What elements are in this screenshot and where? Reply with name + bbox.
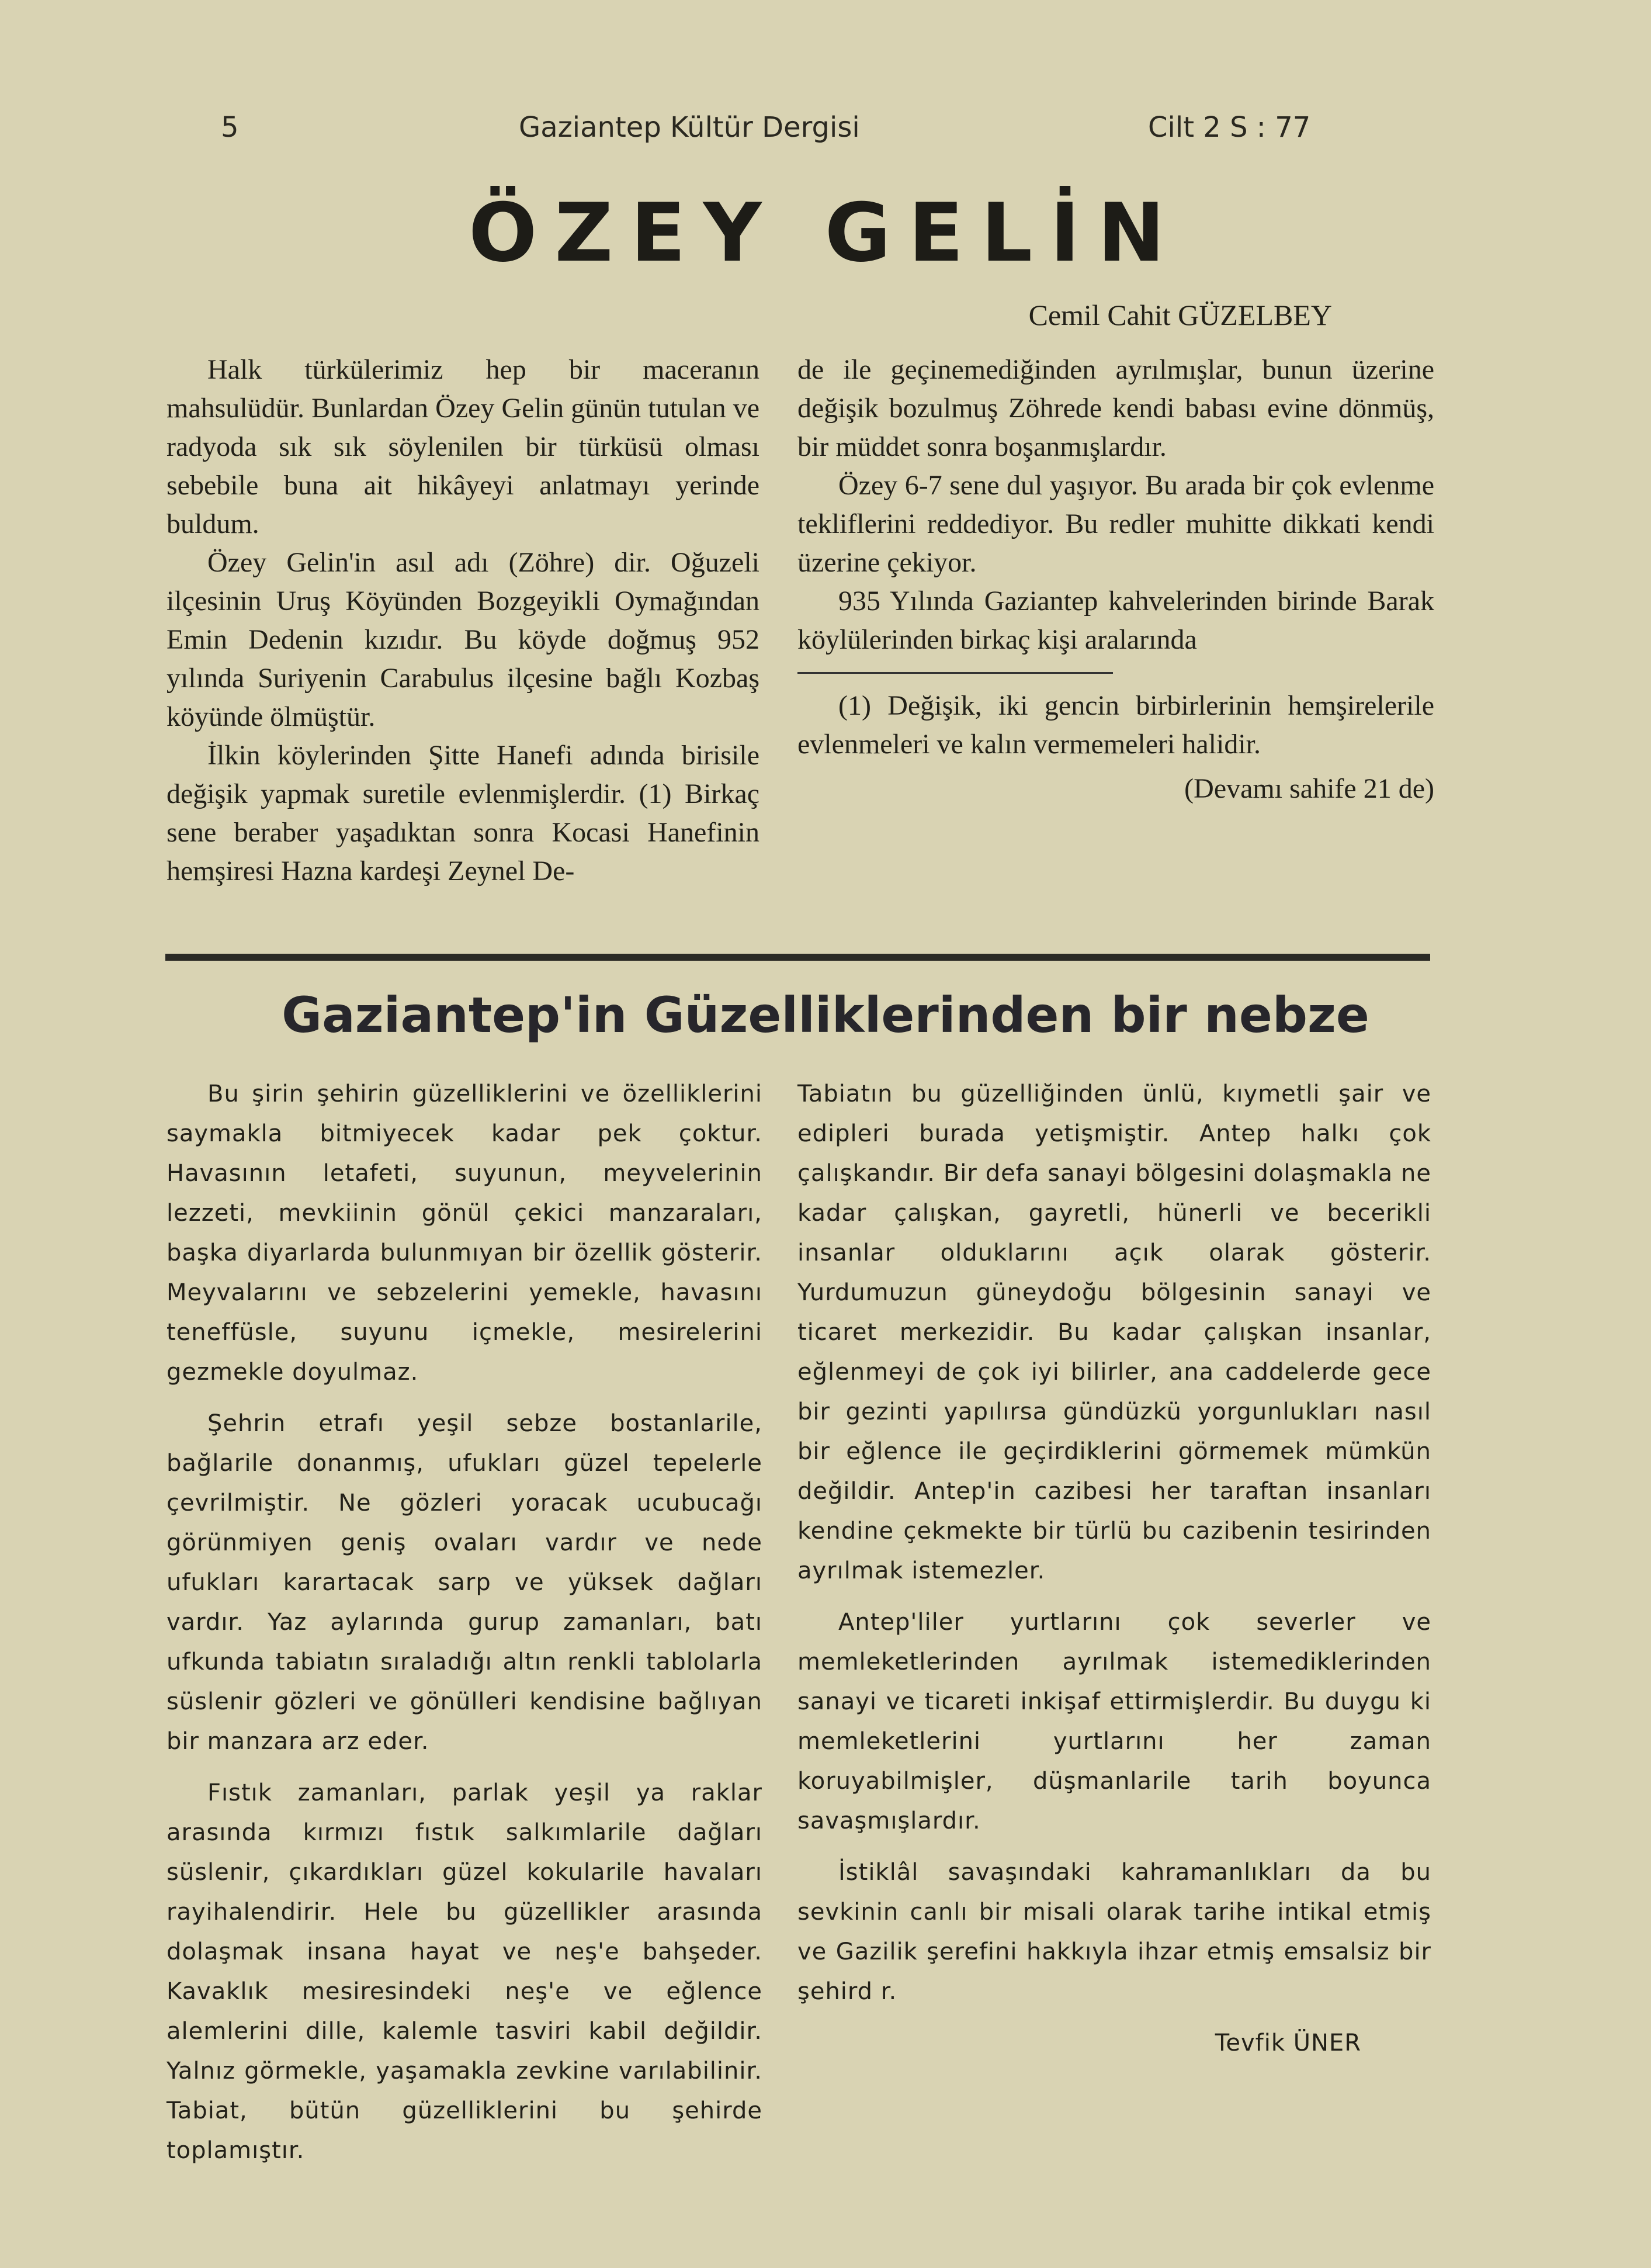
footnote-divider [797, 672, 1113, 674]
paragraph: 935 Yılında Gaziantep kahvelerinden birinde Barak köylülerinden birkaç kişi aralarında [797, 586, 1434, 655]
paragraph: Bu şirin şehirin güzelliklerini ve özelliklerini saymakla bitmiyecek kadar pek çoktur. Havasının letafeti, suyunun, meyvelerinin lezzeti, mevkiinin gönül çekici manzaraları, başka diyarlarda bulunmıyan bir özellik gösterir. Meyvalarını ve sebzelerini yemekle, havasını teneffüsle, suyunu içmekle, mesirelerini gezmekle doyulmaz. [167, 1081, 762, 1386]
section-divider [165, 954, 1430, 961]
article1-author: Cemil Cahit GÜZELBEY [1028, 299, 1332, 331]
paragraph: Fıstık zamanları, parlak yeşil ya raklar arasında kırmızı fıstık salkımlarile dağları süslenir, çıkardıkları güzel kokularile havaları rayihalendirir. Hele bu güzellikler arasında dolaşmak insana hayat ve neş'e bahşeder. Kavaklık mesiresindeki neş'e ve eğlence alemlerini dille, kalemle tasviri kabil değildir. Yalnız görmekle, yaşamakla zevkine varılabilinir. Tabiat, bütün güzelliklerini bu şehirde toplamıştır. [167, 1779, 762, 2164]
paragraph: Tabiatın bu güzelliğinden ünlü, kıymetli şair ve edipleri burada yetişmiştir. Antep halkı çok çalışkandır. Bir defa sanayi bölgesini dolaşmakla ne kadar çalışkan, gayretli, hünerli ve becerikli insanlar olduklarını açık olarak gösterir. Yurdumuzun güneydoğu bölgesinin sanayi ve ticaret merkezidir. Bu kadar çalışkan insanlar, eğlenmeyi de çok iyi bilirler, ana caddelerde gece bir gezinti yapılırsa gündüzkü yorgunlukları nasıl bir eğlence ile geçirdiklerini görmemek mümkün değildir. Antep'in cazibesi her taraftan insanları kendine çekmekte bir türlü bu cazibenin tesirinden ayrılmak istemezler. [797, 1081, 1431, 1584]
article1-title: ÖZEY GELİN [469, 186, 1182, 280]
article1-right-column [797, 351, 1434, 808]
paragraph: Özey Gelin'in asıl adı (Zöhre) dir. Oğuzeli ilçesinin Uruş Köyünden Bozgeyikli Oymağından Emin Dedenin kızıdır. Bu köyde doğmuş 952 yılında Suriyenin Carabulus ilçesine bağlı Kozbaş köyünde ölmüştür. [167, 547, 759, 732]
article2-title: Gaziantep'in Güzelliklerinden bir nebze [282, 986, 1369, 1044]
paragraph: İlkin köylerinden Şitte Hanefi adında birisile değişik yapmak suretile evlenmişlerdir. (1) Birkaç sene beraber yaşadıktan sonra Kocasi Hanefinin hemşiresi Hazna kardeşi Zeynel De- [167, 740, 759, 887]
footnote: (1) Değişik, iki gencin birbirlerinin hemşirelerile evlenmeleri ve kalın vermemeleri halidir. [797, 690, 1434, 760]
article1-left-column [167, 351, 759, 891]
paragraph: Özey 6-7 sene dul yaşıyor. Bu arada bir çok evlenme tekliflerini reddediyor. Bu redler muhitte dikkati kendi üzerine çekiyor. [797, 470, 1434, 578]
paragraph: Şehrin etrafı yeşil sebze bostanlarile, bağlarile donanmış, ufukları güzel tepelerle çevrilmiştir. Ne gözleri yoracak ucubucağı görünmiyen geniş ovaları vardır ve nede ufukları karartacak sarp ve yüksek dağları vardır. Yaz aylarında gurup zamanları, batı ufkunda tabiatın sıraladığı altın renkli tablolarla süslenir gözleri ve gönülleri kendisine bağlıyan bir manzara arz eder. [167, 1410, 762, 1755]
journal-name: Gaziantep Kültür Dergisi [519, 111, 860, 144]
paragraph: Halk türkülerimiz hep bir maceranın mahsulüdür. Bunlardan Özey Gelin günün tutulan ve radyoda sık sık söylenilen bir türküsü olması sebebile buna ait hikâyeyi anlatmayı yerinde buldum. [167, 354, 759, 539]
paragraph: Antep'liler yurtlarını çok severler ve memleketlerinden ayrılmak istemediklerinden sanayi ve ticareti inkişaf ettirmişlerdir. Bu duygu ki memleketlerini yurtlarını her zaman koruyabilmişler, düşmanlarile tarih boyunca savaşmışlardır. [797, 1609, 1431, 1834]
page-number: 5 [221, 111, 239, 144]
paragraph: de ile geçinemediğinden ayrılmışlar, bunun üzerine değişik bozulmuş Zöhrede kendi babası evine dönmüş, bir müddet sonra boşanmışlardır. [797, 354, 1434, 462]
article2-signature: Tevfik ÜNER [1215, 2030, 1361, 2056]
article2-left-column [167, 1074, 762, 2182]
article2-right-column [797, 1074, 1431, 2063]
continued-note: (Devamı sahife 21 de) [1184, 773, 1434, 804]
volume-issue: Cilt 2 S : 77 [1148, 111, 1311, 144]
paragraph: İstiklâl savaşındaki kahramanlıkları da bu sevkinin canlı bir misali olarak tarihe intikal etmiş ve Gazilik şerefini hakkıyla ihzar etmiş emsalsiz bir şehird r. [797, 1859, 1431, 2005]
